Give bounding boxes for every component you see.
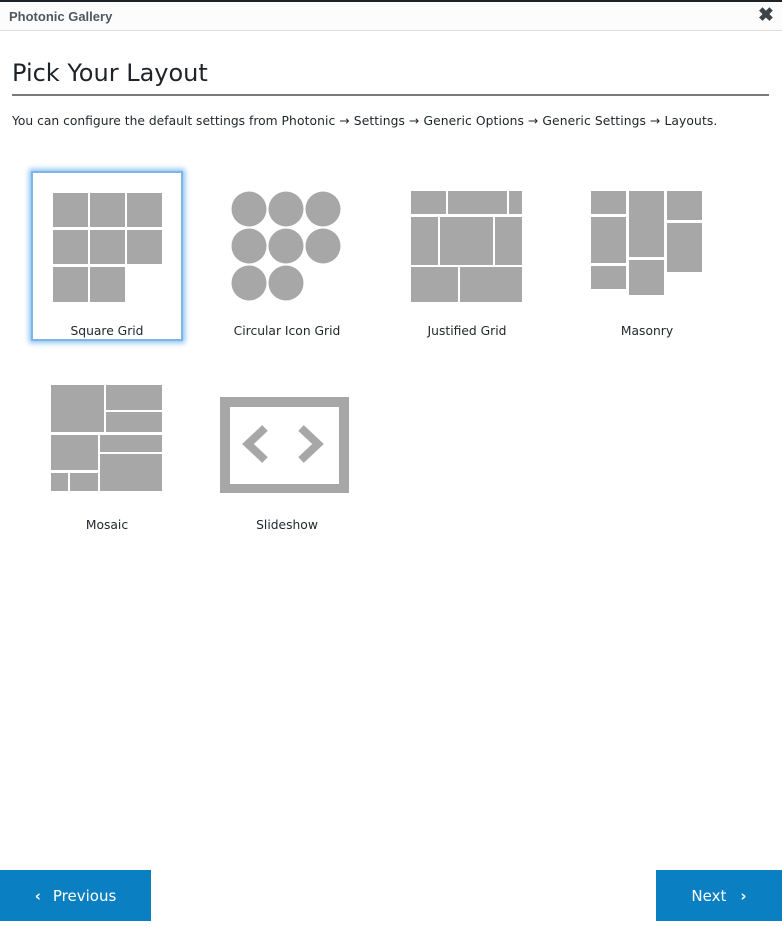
chevron-left-icon: ‹ [34, 886, 41, 905]
intro-text [12, 114, 717, 128]
layout-label: Slideshow [256, 518, 318, 532]
justified-grid-icon [411, 191, 523, 303]
previous-button-label: Previous [52, 886, 117, 905]
layout-option-circular-icon-grid[interactable] [211, 171, 363, 341]
layout-option-mosaic[interactable] [31, 365, 183, 535]
next-button-label: Next [691, 886, 727, 905]
slideshow-icon [220, 397, 350, 493]
layout-label: Square Grid [70, 324, 144, 338]
page-heading-block [12, 56, 769, 96]
layout-label: Justified Grid [427, 324, 507, 338]
page-title: Pick Your Layout [12, 59, 208, 87]
chevron-right-icon: › [740, 886, 747, 905]
dialog-title: Photonic Gallery [9, 9, 113, 24]
square-grid-icon [52, 192, 164, 304]
close-icon[interactable]: ✖ [758, 5, 774, 26]
layout-label: Masonry [620, 324, 674, 338]
settings-path: Photonic → Settings → Generic Options → Generic Settings → Layouts. [281, 114, 718, 128]
dialog-titlebar [0, 2, 782, 31]
layout-label: Mosaic [85, 518, 129, 532]
layout-option-masonry[interactable] [571, 171, 723, 341]
mosaic-icon [51, 385, 163, 495]
layout-option-square-grid[interactable] [31, 171, 183, 341]
masonry-icon [591, 191, 703, 303]
layout-option-justified-grid[interactable] [391, 171, 543, 341]
previous-button[interactable] [0, 870, 151, 921]
layout-label: Circular Icon Grid [233, 324, 341, 338]
layout-option-slideshow[interactable] [211, 365, 363, 535]
next-button[interactable] [656, 870, 782, 921]
circular-grid-icon [230, 190, 342, 302]
intro-prefix: You can configure the default settings from [12, 114, 282, 128]
